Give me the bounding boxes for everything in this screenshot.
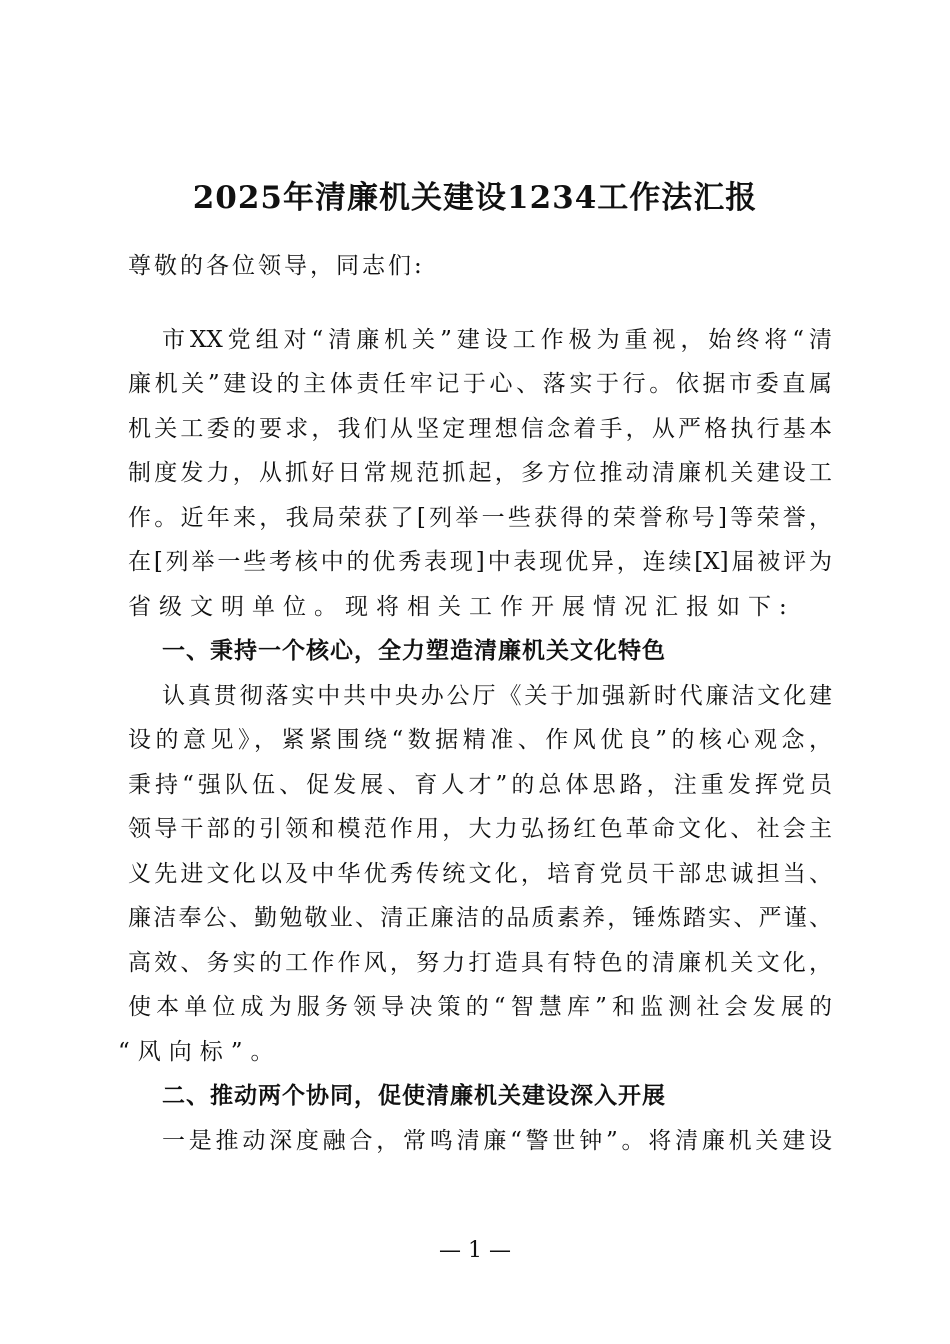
document-body bbox=[118, 244, 832, 1163]
paragraph-line: 设的意见》，紧紧围绕“数据精准、作风优良”的核心观念， bbox=[128, 727, 832, 753]
paragraph-line: 廉机关”建设的主体责任牢记于心、落实于行。依据市委直属 bbox=[128, 371, 832, 397]
section-heading: 二、推动两个协同，促使清廉机关建设深入开展 bbox=[162, 1083, 666, 1109]
page-number: — 1 — bbox=[439, 1238, 511, 1263]
document-title: 2025年清廉机关建设1234工作法汇报 bbox=[192, 180, 758, 216]
paragraph-line: 作。近年来，我局荣获了[列举一些获得的荣誉称号]等荣誉， bbox=[128, 504, 832, 531]
paragraph-line: 秉持“强队伍、促发展、育人才”的总体思路，注重发挥党员 bbox=[128, 771, 832, 798]
paragraph-line: 在[列举一些考核中的优秀表现]中表现优异，连续[X]届被评为 bbox=[128, 549, 832, 575]
greeting: 尊敬的各位领导，同志们: bbox=[128, 253, 425, 279]
paragraph-line: 高效、务实的工作作风，努力打造具有特色的清廉机关文化， bbox=[128, 949, 832, 976]
paragraph-line: 廉洁奉公、勤勉敬业、清正廉洁的品质素养，锤炼踏实、严谨、 bbox=[128, 905, 832, 931]
paragraph-line: 制度发力，从抓好日常规范抓起，多方位推动清廉机关建设工 bbox=[128, 460, 832, 486]
section-heading: 一、秉持一个核心，全力塑造清廉机关文化特色 bbox=[162, 638, 666, 664]
paragraph-line: 一是推动深度融合，常鸣清廉“警世钟”。将清廉机关建设 bbox=[162, 1127, 832, 1154]
paragraph-line: 省级文明单位。现将相关工作开展情况汇报如下: bbox=[128, 593, 795, 620]
paragraph-line: 市XX党组对“清廉机关”建设工作极为重视，始终将“清 bbox=[162, 326, 832, 353]
paragraph-line: 机关工委的要求，我们从坚定理想信念着手，从严格执行基本 bbox=[128, 415, 832, 442]
paragraph-line: 认真贯彻落实中共中央办公厅《关于加强新时代廉洁文化建 bbox=[162, 682, 832, 709]
paragraph-line: “风向标”。 bbox=[118, 1038, 282, 1065]
paragraph-line: 使本单位成为服务领导决策的“智慧库”和监测社会发展的 bbox=[128, 994, 832, 1020]
paragraph-line: 义先进文化以及中华优秀传统文化，培育党员干部忠诚担当、 bbox=[128, 860, 832, 887]
paragraph-line: 领导干部的引领和模范作用，大力弘扬红色革命文化、社会主 bbox=[128, 816, 832, 842]
